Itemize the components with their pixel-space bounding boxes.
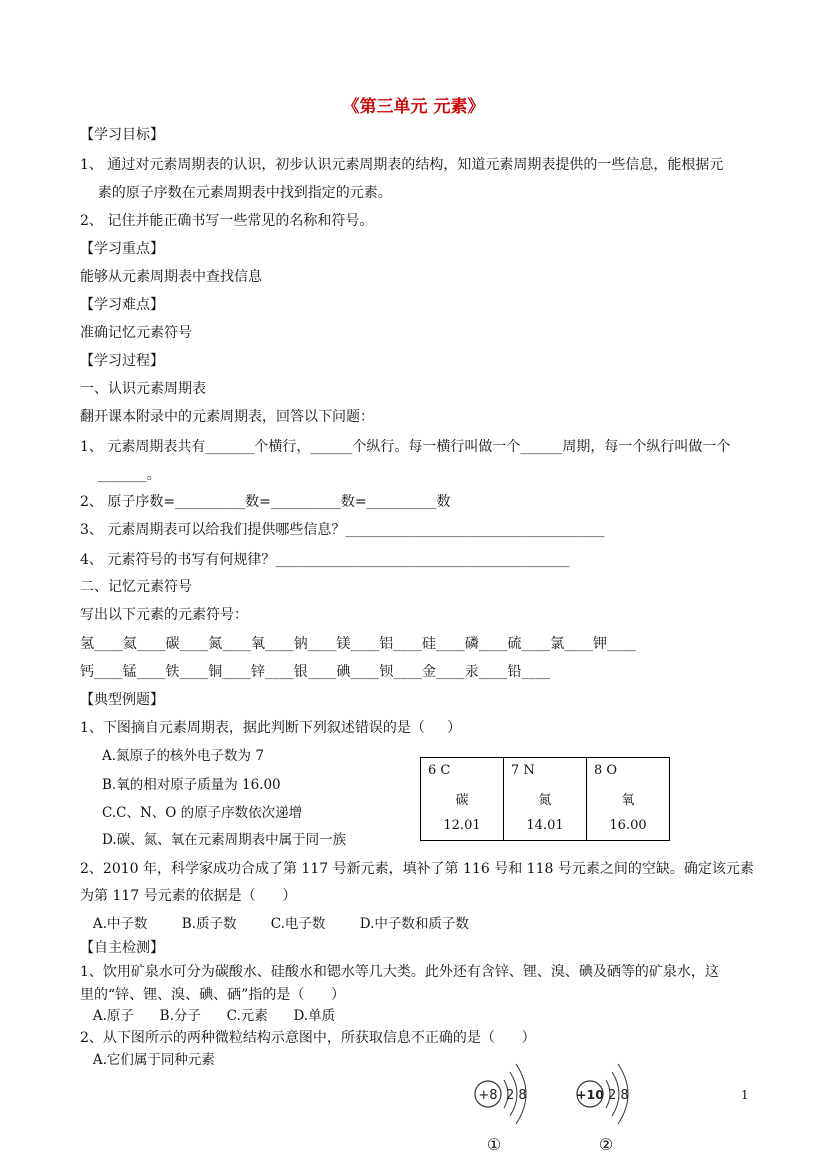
check-2-option-a: A.它们属于同种元素 — [80, 1052, 215, 1068]
page-number: 1 — [741, 1088, 749, 1102]
nucleus-charge: +8 — [478, 1088, 498, 1103]
example-1-option-b: B.氧的相对原子质量为 16.00 — [102, 777, 281, 793]
element-name: 氧 — [621, 793, 635, 808]
element-name: 氮 — [538, 793, 552, 808]
section-heading-difficulty: 【学习难点】 — [80, 297, 164, 313]
check-1-question-cont: 里的“锌、锂、溴、碘、硒”指的是（ ） — [80, 987, 346, 1003]
symbol-row-2: 钙____锰____铁____铜____锌____银____碘____钡____金____汞____铅____ — [80, 664, 551, 680]
diagram-label: ① — [486, 1135, 502, 1154]
section-heading-objectives: 【学习目标】 — [80, 127, 164, 143]
page-title: 《第三单元 元素》 — [342, 97, 485, 117]
atom-structure-diagram-2 — [570, 1058, 660, 1154]
difficulty-text: 准确记忆元素符号 — [80, 325, 192, 341]
objective-2: 2、 记住并能正确书写一些常见的名称和符号。 — [80, 213, 374, 229]
element-cell-oxygen — [587, 758, 670, 841]
element-mass: 16.00 — [609, 818, 647, 833]
element-number-symbol: 7 N — [511, 763, 535, 778]
electron-shells: 2 8 — [506, 1088, 527, 1103]
question-4: 4、 元素符号的书写有何规律？__________________________________________ — [80, 552, 570, 568]
atom-structure-diagram-1 — [468, 1058, 558, 1154]
question-1: 1、 元素周期表共有_______个横行，______个纵行。每一横行叫做一个______周期，每一个纵行叫做一个 — [80, 439, 731, 455]
example-1-option-c: C.C、N、O 的原子序数依次递增 — [102, 805, 303, 821]
element-mass: 14.01 — [526, 818, 564, 833]
section-heading-self-check: 【自主检测】 — [80, 940, 164, 956]
objective-1-cont: 素的原子序数在元素周期表中找到指定的元素。 — [80, 185, 392, 201]
question-3: 3、 元素周期表可以给我们提供哪些信息？_____________________________________ — [80, 522, 605, 538]
objective-1: 1、 通过对元素周期表的认识，初步认识元素周期表的结构，知道元素周期表提供的一些信息，能根据元 — [80, 157, 724, 173]
element-number-symbol: 6 C — [428, 763, 451, 778]
symbol-instruction: 写出以下元素的元素符号： — [80, 607, 248, 623]
example-1-option-a: A.氮原子的核外电子数为 7 — [102, 748, 264, 764]
element-name: 碳 — [455, 793, 469, 808]
question-1-cont: _______。 — [80, 467, 161, 483]
section-heading-process: 【学习过程】 — [80, 353, 164, 369]
check-1-options: A.原子 B.分子 C.元素 D.单质 — [80, 1008, 336, 1024]
section-heading-key-points: 【学习重点】 — [80, 241, 164, 257]
example-2-options: A.中子数 B.质子数 C.电子数 D.中子数和质子数 — [80, 916, 469, 932]
section-heading-examples: 【典型例题】 — [80, 692, 164, 708]
part-two-heading: 二、记忆元素符号 — [80, 579, 192, 595]
element-cell-carbon — [421, 758, 504, 841]
part-one-heading: 一、认识元素周期表 — [80, 381, 206, 397]
nucleus-charge: +10 — [576, 1087, 604, 1102]
check-1-question: 1、饮用矿泉水可分为碳酸水、硅酸水和锶水等几大类。此外还有含锌、锂、溴、碘及硒等的矿泉水，这 — [80, 964, 719, 980]
key-point-text: 能够从元素周期表中查找信息 — [80, 269, 262, 285]
example-2-question-cont: 为第 117 号元素的依据是（ ） — [80, 888, 297, 904]
example-2-question: 2、2010 年，科学家成功合成了第 117 号新元素，填补了第 116 号和 118 号元素之间的空缺。确定该元素 — [80, 861, 754, 877]
periodic-table-excerpt — [420, 757, 670, 841]
instruction-text: 翻开课本附录中的元素周期表，回答以下问题： — [80, 409, 374, 425]
diagram-label: ② — [598, 1135, 614, 1154]
example-1-option-d: D.碳、氮、氧在元素周期表中属于同一族 — [102, 832, 347, 848]
element-mass: 12.01 — [443, 818, 481, 833]
question-2: 2、 原子序数=__________数=__________数=__________数 — [80, 494, 451, 510]
element-cell-nitrogen — [504, 758, 587, 841]
element-number-symbol: 8 O — [594, 763, 618, 778]
electron-shells: 2 8 — [608, 1088, 629, 1103]
check-2-question: 2、从下图所示的两种微粒结构示意图中，所获取信息不正确的是（ ） — [80, 1030, 536, 1046]
example-1-question: 1、下图摘自元素周期表，据此判断下列叙述错误的是（ ） — [80, 720, 462, 736]
symbol-row-1: 氢____氦____碳____氮____氧____钠____镁____铝____硅____磷____硫____氯____钾____ — [80, 636, 636, 652]
